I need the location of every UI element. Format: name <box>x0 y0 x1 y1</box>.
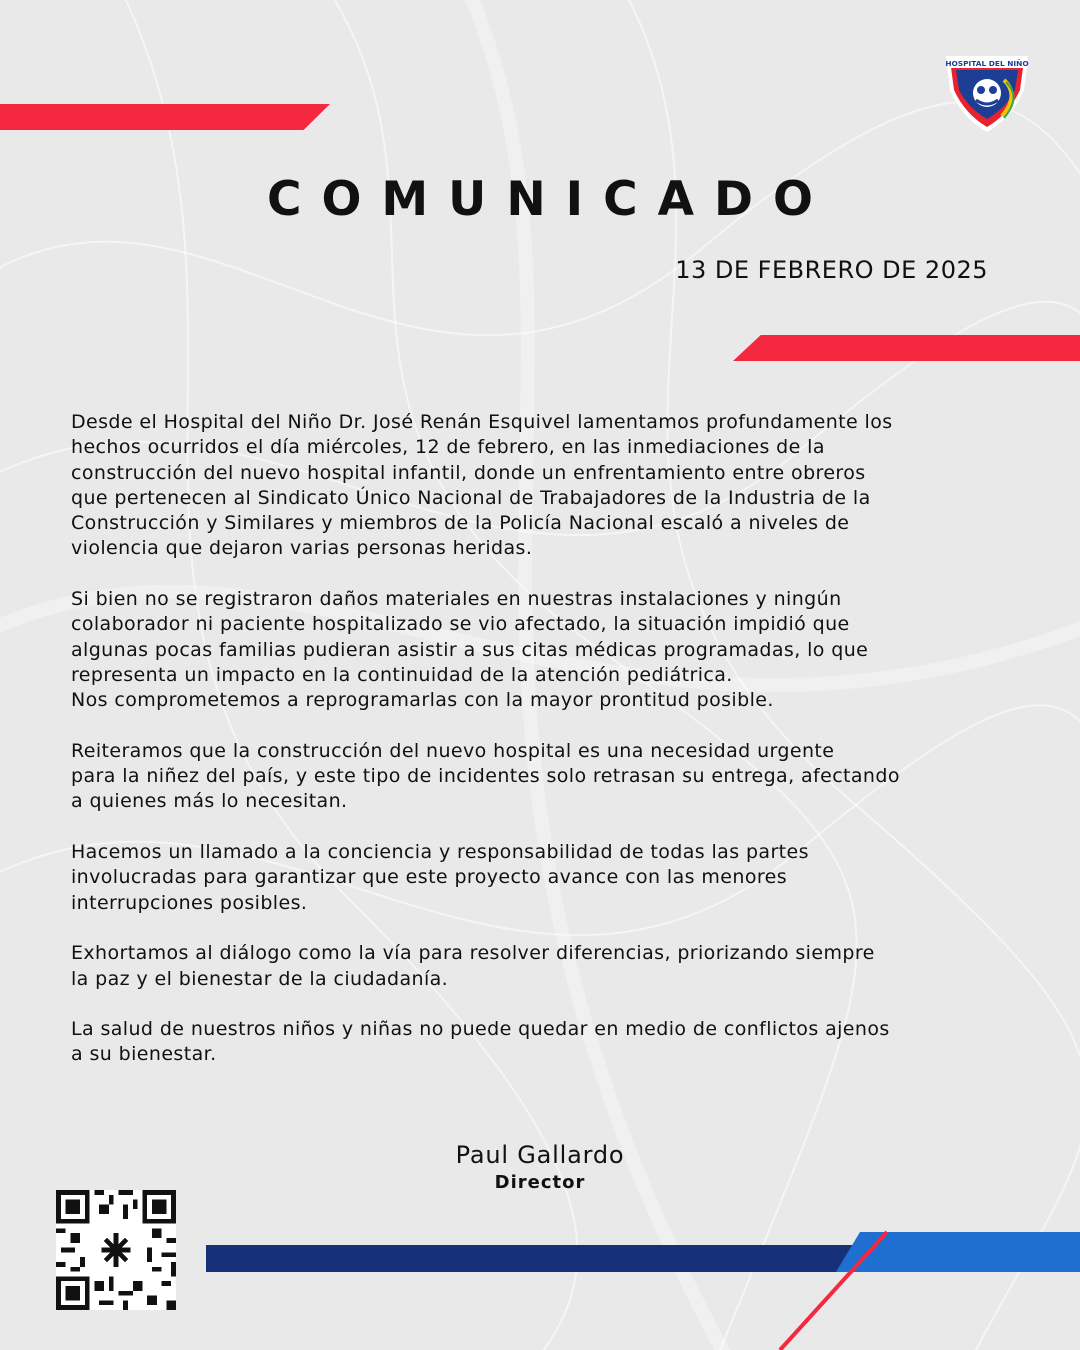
bottom-decorative-bars <box>0 1220 1080 1350</box>
paragraph-1: Desde el Hospital del Niño Dr. José Renán Esquivel lamentamos profundamente los hechos ocurridos el día miércoles, 12 de febrero, en las inmediaciones de la construcción del nuevo hospital infantil, donde un enfrentamiento entre obreros que pertenecen al Sindicato Único Nacional de Trabajadores de la Industria de la Construcción y Similares y miembros de la Policía Nacional escaló a niveles de violencia que dejaron varias personas heridas. <box>71 411 893 560</box>
paragraph-5: Exhortamos al diálogo como la vía para resolver diferencias, priorizando siempre la paz y el bienestar de la ciudadanía. <box>71 942 875 990</box>
page-title: COMUNICADO <box>266 172 834 227</box>
hospital-logo-icon <box>942 50 1032 134</box>
signature-name: Paul Gallardo <box>455 1141 625 1169</box>
paragraph-4: Hacemos un llamado a la conciencia y responsabilidad de todas las partes involucradas para garantizar que este proyecto avance con las menores interrupciones posibles. <box>71 841 809 914</box>
signature-role: Director <box>494 1172 586 1193</box>
paragraph-3: Reiteramos que la construcción del nuevo hospital es una necesidad urgente para la niñez del país, y este tipo de incidentes solo retrasan su entrega, afectando a quienes más lo necesitan. <box>71 739 900 813</box>
logo-text: HOSPITAL DEL NIÑO <box>945 59 1029 68</box>
red-accent-stripe-top <box>0 104 330 130</box>
paragraph-2: Si bien no se registraron daños materiales en nuestras instalaciones y ningún colaborador ni paciente hospitalizado se vio afectado, la situación impidió que algunas pocas familias pudieran asistir a sus citas médicas programadas, lo que representa un impacto en la continuidad de la atención pediátrica. Nos comprometemos a reprogramarlas con la mayor prontitud posible. <box>71 588 869 712</box>
communique-date: 13 DE FEBRERO DE 2025 <box>675 256 988 284</box>
paragraph-6: La salud de nuestros niños y niñas no puede quedar en medio de conflictos ajenos a su bienestar. <box>71 1018 890 1066</box>
communique-body <box>71 410 1031 1093</box>
red-accent-stripe-right <box>733 335 1080 361</box>
